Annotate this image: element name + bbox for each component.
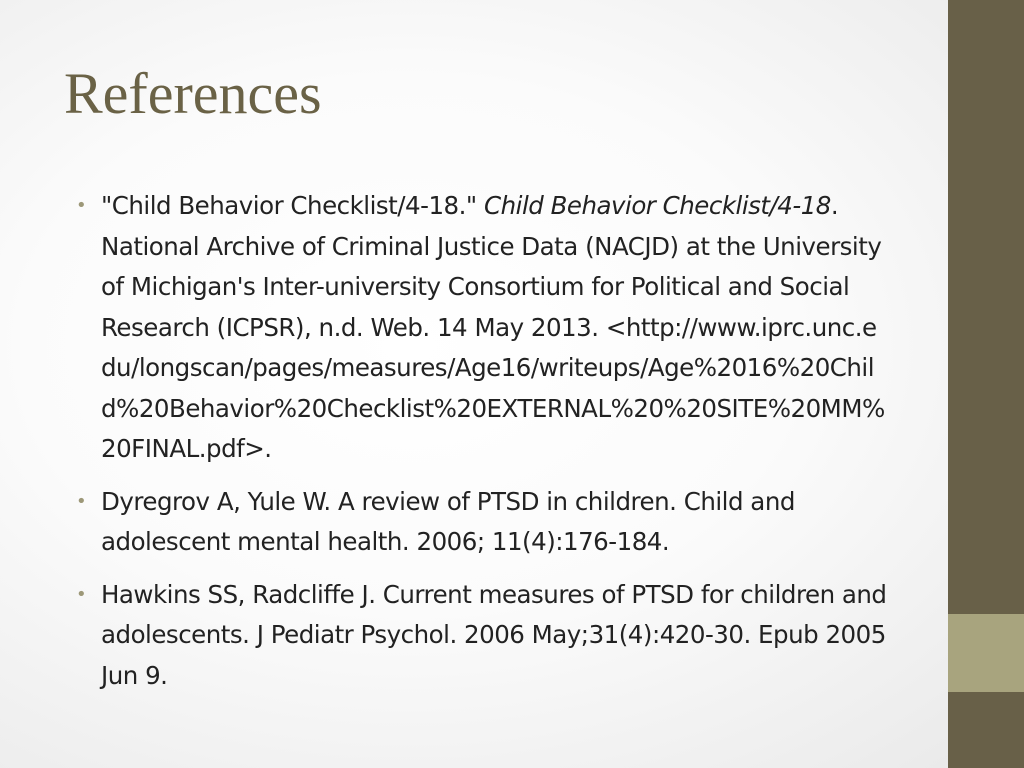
- reference-item-1: [76, 186, 888, 470]
- reference-lead: "Child Behavior Checklist/4-18.": [101, 191, 484, 220]
- reference-url: <http://www.iprc.unc.edu/longscan/pages/measures/Age16/writeups/Age%2016%20Child%20Behavior%20Checklist%20EXTERNAL%20%20SITE%20MM%20FINAL.pdf>.: [101, 312, 885, 463]
- reference-details: . National Archive of Criminal Justice Data (NACJD) at the University of Michigan's Inter-university Consortium for Political and Social Research (ICPSR), n.d. Web. 14 May 2013.: [101, 191, 882, 342]
- reference-item-2: [76, 482, 888, 563]
- side-accent-block: [948, 614, 1024, 692]
- reference-text: Dyregrov A, Yule W. A review of PTSD in children. Child and adolescent mental health. 2006; 11(4):176-184.: [101, 486, 795, 556]
- bullet-icon: •: [76, 195, 87, 216]
- bullet-icon: •: [76, 490, 87, 512]
- reference-italic-title: Child Behavior Checklist/4-18: [484, 191, 831, 220]
- reference-list: [76, 186, 888, 708]
- reference-item-3: [76, 575, 888, 697]
- page-title: References: [64, 61, 322, 126]
- reference-text: Hawkins SS, Radcliffe J. Current measures of PTSD for children and adolescents. J Pediatr Psychol. 2006 May;31(4):420-30. Epub 2005 Jun 9.: [101, 579, 887, 690]
- bullet-icon: •: [76, 583, 87, 605]
